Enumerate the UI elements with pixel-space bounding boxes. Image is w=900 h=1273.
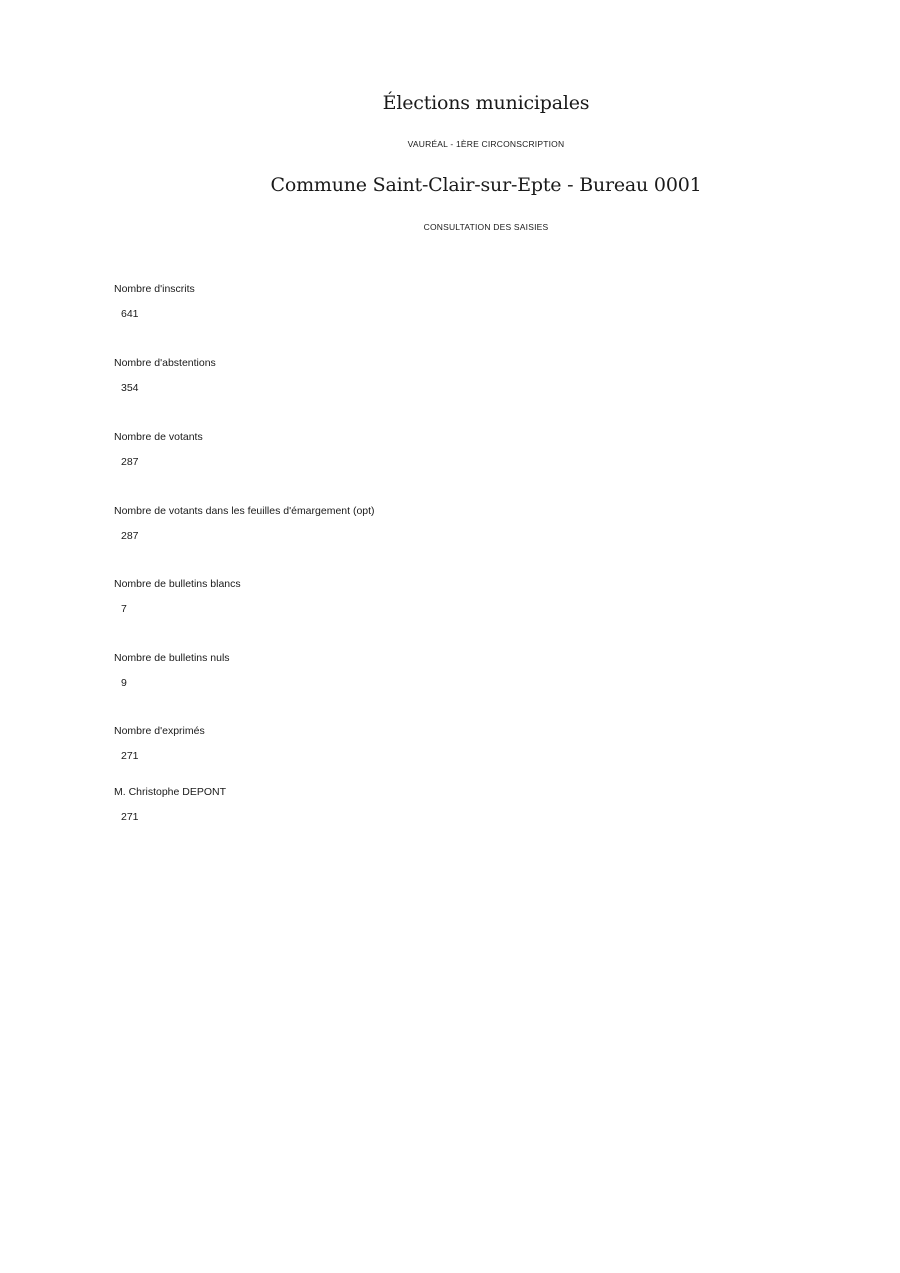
field-label: Nombre de bulletins nuls (114, 652, 230, 664)
field-value: 271 (121, 750, 139, 762)
field-exprimes (114, 725, 714, 763)
field-bulletins-nuls (114, 652, 714, 690)
page-title: Élections municipales (382, 92, 590, 114)
field-label: Nombre de bulletins blancs (114, 578, 241, 590)
field-bulletins-blancs (114, 578, 714, 616)
field-value: 354 (121, 382, 139, 394)
candidate-name: M. Christophe DEPONT (114, 786, 227, 798)
field-value: 287 (121, 456, 139, 468)
field-abstentions (114, 357, 714, 395)
constituency-subtitle: VAURÉAL - 1ÈRE CIRCONSCRIPTION (407, 139, 565, 149)
field-label: Nombre d'abstentions (114, 357, 216, 369)
field-label: Nombre de votants (114, 431, 203, 443)
field-label: Nombre d'inscrits (114, 283, 195, 295)
commune-heading: Commune Saint-Clair-sur-Epte - Bureau 0001 (270, 174, 702, 196)
field-candidate (114, 786, 714, 824)
field-value: 641 (121, 308, 139, 320)
field-value: 287 (121, 530, 139, 542)
field-inscrits (114, 283, 714, 321)
field-votants-emargement (114, 505, 714, 543)
field-value: 7 (121, 603, 127, 615)
candidate-votes: 271 (121, 811, 139, 823)
field-label: Nombre de votants dans les feuilles d'émargement (opt) (114, 505, 375, 517)
field-votants (114, 431, 714, 469)
section-heading: CONSULTATION DES SAISIES (423, 222, 549, 232)
field-label: Nombre d'exprimés (114, 725, 205, 737)
field-value: 9 (121, 677, 127, 689)
